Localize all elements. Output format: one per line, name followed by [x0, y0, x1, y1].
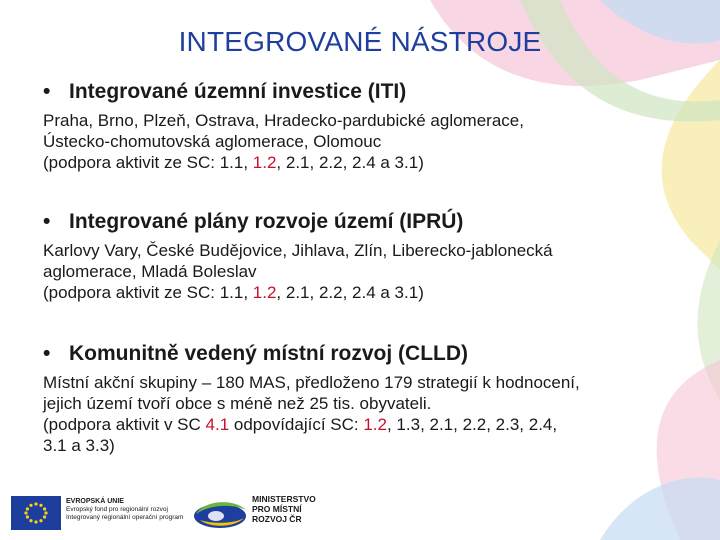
- heading-text: Integrované plány rozvoje území (IPRÚ): [69, 210, 464, 233]
- support-text: , 1.3, 2.1, 2.2, 2.3, 2.4,: [386, 415, 558, 434]
- cities-line: Ústecko-chomutovská aglomerace, Olomouc: [43, 132, 382, 151]
- slide-title: INTEGROVANÉ NÁSTROJE: [178, 26, 542, 57]
- description-line: Místní akční skupiny – 180 MAS, předloženo 179 strategií k hodnocení,: [43, 373, 580, 392]
- cities-line: aglomerace, Mladá Boleslav: [43, 262, 257, 281]
- support-text: odpovídající SC:: [229, 415, 364, 434]
- eu-label: EVROPSKÁ UNIE: [66, 498, 124, 505]
- bullet: •: [43, 80, 51, 103]
- bullet: •: [43, 210, 51, 233]
- section-clld: [43, 342, 693, 456]
- section-heading: [43, 210, 693, 234]
- section-iti: [43, 80, 693, 173]
- support-line-continued: 3.1 a 3.3): [43, 436, 115, 455]
- heading-text: Integrované územní investice (ITI): [69, 80, 407, 103]
- highlight-sc: 1.2: [252, 283, 277, 302]
- support-line: [43, 414, 693, 435]
- support-text: , 2.1, 2.2, 2.4 a 3.1): [276, 153, 424, 172]
- cities-line: Praha, Brno, Plzeň, Ostrava, Hradecko-pardubické aglomerace,: [43, 111, 524, 130]
- support-text: (podpora aktivit ze SC: 1.1,: [43, 153, 253, 172]
- eu-flag-logo: [11, 496, 61, 530]
- ministry-line: PRO MÍSTNÍ: [252, 504, 302, 514]
- eu-fund-label: Evropský fond pro regionální rozvoj: [66, 506, 168, 513]
- highlight-sc: 1.2: [252, 153, 277, 172]
- section-heading: [43, 80, 693, 104]
- ministry-logo-text: [252, 494, 342, 524]
- eu-stars-icon: [11, 496, 61, 530]
- ministry-line: MINISTERSTVO: [252, 494, 316, 504]
- highlight-sc: 4.1: [205, 415, 230, 434]
- description-line: jejich území tvoří obce s méně než 25 tis. obyvateli.: [43, 394, 432, 413]
- cities-line: Karlovy Vary, České Budějovice, Jihlava, Zlín, Liberecko-jablonecká: [43, 241, 553, 260]
- support-text: (podpora aktivit ze SC: 1.1,: [43, 283, 253, 302]
- eu-logo-text: [66, 498, 196, 522]
- section-ipru: [43, 210, 693, 303]
- heading-text: Komunitně vedený místní rozvoj (CLLD): [69, 342, 469, 365]
- section-heading: [43, 342, 693, 366]
- support-line: [43, 152, 693, 173]
- highlight-sc: 1.2: [363, 415, 387, 434]
- bullet: •: [43, 342, 51, 365]
- ministry-emblem-logo: [190, 496, 250, 532]
- ministry-line: ROZVOJ ČR: [252, 514, 302, 524]
- support-text: , 2.1, 2.2, 2.4 a 3.1): [276, 283, 424, 302]
- support-line: [43, 282, 693, 303]
- support-text: (podpora aktivit v SC: [43, 415, 206, 434]
- eu-program-label: Integrovaný regionální operační program: [66, 514, 184, 521]
